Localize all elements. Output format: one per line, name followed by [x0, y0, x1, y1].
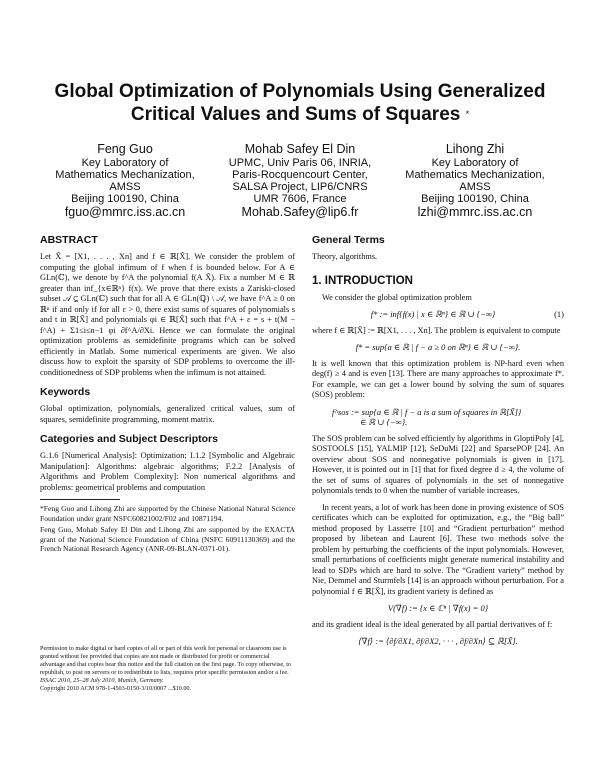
author-affiliation-line: Key Laboratory of	[431, 157, 519, 169]
general-terms-text: Theory, algorithms.	[312, 252, 378, 261]
copyright-info: Copyright 2010 ACM 978-1-4503-0150-3/10/0007 ...$10.00.	[40, 685, 192, 692]
title-line-1: Global Optimization of Polynomials Using Generalized	[54, 81, 546, 102]
author-affiliation-line: Key Laboratory of	[81, 157, 169, 169]
author-affiliation-line: AMSS	[109, 181, 141, 193]
keywords-text: Global optimization, polynomials, generalized critical values, sum of squares, semidefinite programming, moment matrix.	[40, 404, 295, 424]
intro-paragraph-1: We consider the global optimization problem	[322, 292, 472, 302]
author-block-3	[395, 142, 555, 220]
permission-notice: Permission to make digital or hard copies of all or part of this work for personal or classroom use is granted without fee provided that copies are not made or distributed for profit or commercial advantage and that copies bear this notice and the full citation on the first page. To copy otherwise, to republish, to post on servers or to redistribute to lists, requires prior specific permission and/or a fee.	[40, 645, 292, 676]
author-affiliation-line: Beijing 100190, China	[71, 193, 179, 205]
author-affiliation-line: Paris-Rocquencourt Center,	[232, 169, 368, 181]
author-affiliation-line: SALSA Project, LIP6/CNRS	[232, 181, 368, 193]
permission-block	[40, 645, 295, 693]
author-block-2	[220, 142, 380, 220]
categories-heading: Categories and Subject Descriptors	[40, 433, 218, 445]
footnote-2: Feng Guo, Mohab Safey El Din and Lihong Zhi are supported by the EXACTA grant of the National Science Foundation of China (NSFC 60911130369) and the French National Research Agency (ANR-09-BLAN-0371-01).	[40, 525, 295, 553]
equation-3	[312, 407, 564, 428]
equation-3-line-1: f^sos := sup{a ∈ ℝ | f − a is a sum of squares in ℝ[X̃]}	[332, 406, 522, 417]
author-email: Mohab.Safey@lip6.fr	[241, 205, 359, 219]
intro-paragraph-6: and its gradient ideal is the ideal generated by all partial derivatives of f:	[312, 619, 553, 629]
equation-2	[312, 342, 564, 353]
equation-4-body: V(∇f) := {x ∈ ℂⁿ | ∇f(x) = 0}	[387, 603, 489, 613]
equation-5-body: ⟨∇f⟩ := ⟨∂f/∂X1, ∂f/∂X2, · · · , ∂f/∂Xn⟩ ⊆ ℝ[X̃].	[358, 636, 518, 646]
author-name: Lihong Zhi	[445, 142, 505, 156]
abstract-heading: ABSTRACT	[40, 234, 98, 246]
author-email: fguo@mmrc.iss.ac.cn	[64, 205, 186, 219]
conference-info: ISSAC 2010, 25–28 July 2010, Munich, Germany.	[40, 677, 164, 684]
author-affiliation-line: Beijing 100190, China	[421, 193, 529, 205]
title-line-2: Critical Values and Sums of Squares	[130, 104, 461, 125]
left-column	[40, 234, 295, 560]
right-column	[312, 234, 564, 653]
general-terms-heading: General Terms	[312, 234, 385, 246]
intro-paragraph-2: where f ∈ ℝ[X̃] := ℝ[X1, . . . , Xn]. The problem is equivalent to compute	[312, 325, 561, 335]
author-name: Feng Guo	[97, 142, 153, 156]
author-name: Mohab Safey El Din	[244, 142, 356, 156]
author-affiliation-line: AMSS	[459, 181, 491, 193]
abstract-text: Let X̃ = [X1, . . . , Xn] and f ∈ ℝ[X̃]. We consider the problem of computing the global infimum of f when f is bounded below. For A ∈ GLn(ℂ), we denote by f^A the polynomial f(A X̃). Fix a number M ∈ ℝ greater than inf_{x∈ℝⁿ} f(x). We prove that there exists a Zariski-closed subset 𝒜 ⊊ GLn(ℂ) such that for all A ∈ GLn(ℚ) \ 𝒜, we have f^A ≥ 0 on ℝⁿ if and only if for all ε > 0, there exist sums of squares of polynomials s and t in ℝ[X̃] and polynomials φi ∈ ℝ[X̃] such that f^A + ε = s + t(M − f^A) + Σ1≤i≤n−1 φi ∂f^A/∂Xi. Hence we can formulate the original optimization problems as semidefinite programs which can be solved efficiently in Matlab. Some numerical experiments are given. We also discuss how to exploit the sparsity of SDP problems to overcome the ill-conditionedness of SDP problems when the infimum is not attained.	[40, 252, 295, 377]
author-affiliation-line: UPMC, Univ Paris 06, INRIA,	[228, 157, 372, 169]
intro-paragraph-5: In recent years, a lot of work has been done in proving existence of SOS certificates which can be exploited for optimization, e.g., the “Big ball” method proposed by Lasserre [10] and “Gradient perturbation” method proposed by Jibetean and Laurent [6]. These two methods solve the problem by perturbing the coefficients of the input polynomials. However, small perturbations of coefficients might generate numerical instability and lead to SDPs which are hard to solve. The “Gradient variety” method by Nie, Demmel and Sturmfels [14] is an approach without perturbation. For a polynomial f ∈ ℝ[X̃], its gradient variety is defined as	[312, 502, 564, 596]
author-email: lzhi@mmrc.iss.ac.cn	[417, 205, 533, 219]
author-block-1	[45, 142, 205, 220]
footnote-divider	[40, 499, 120, 500]
intro-paragraph-4: The SOS problem can be solved efficiently by algorithms in GloptiPoly [4], SOSTOOLS [15], YALMIP [12], SeDuMi [22] and SparsePOP [24]. An overview about SOS and nonnegative polynomials is given in [17]. However, it is pointed out in [1] that for fixed degree d ≥ 4, the volume of the set of sums of squares of polynomials in the set of nonnegative polynomials tends to 0 when the number of variable increases.	[312, 433, 564, 495]
equation-3-line-2: ∈ ℝ ∪ {−∞}.	[360, 417, 408, 427]
equation-4	[312, 603, 564, 614]
equation-number: (1)	[554, 309, 564, 319]
equation-1-body: f* := inf{f(x) | x ∈ ℝⁿ} ∈ ℝ ∪ {−∞}	[370, 309, 496, 319]
title-footnote-mark: *	[465, 109, 470, 119]
equation-1	[312, 309, 564, 320]
equation-5	[312, 636, 564, 647]
introduction-heading: 1. INTRODUCTION	[312, 274, 413, 287]
footnote-1: *Feng Guo and Lihong Zhi are supported by the Chinese National Natural Science Foundation under grant NSFC60821002/F02 and 10871194.	[40, 504, 295, 523]
paper-title	[40, 80, 560, 126]
author-affiliation-line: Mathematics Mechanization,	[405, 169, 545, 181]
keywords-heading: Keywords	[40, 386, 91, 398]
author-affiliation-line: Mathematics Mechanization,	[55, 169, 195, 181]
equation-2-body: f* = sup{a ∈ ℝ | f − a ≥ 0 on ℝⁿ} ∈ ℝ ∪ {−∞}.	[355, 342, 521, 352]
categories-text: G.1.6 [Numerical Analysis]: Optimization; I.1.2 [Symbolic and Algebraic Manipulation]: Algorithms: algebraic algorithms; F.2.2 [Analysis of Algorithms and Problem Complexity]: Non numerical algorithms and problems: geometrical problems and computation	[40, 451, 295, 492]
author-affiliation-line: UMR 7606, France	[253, 193, 347, 205]
intro-paragraph-3: It is well known that this optimization problem is NP-hard even when deg(f) ≥ 4 and is even [13]. There are many approaches to approximate f*. For example, we can get a lower bound by solving the sum of squares (SOS) problem:	[312, 358, 564, 399]
